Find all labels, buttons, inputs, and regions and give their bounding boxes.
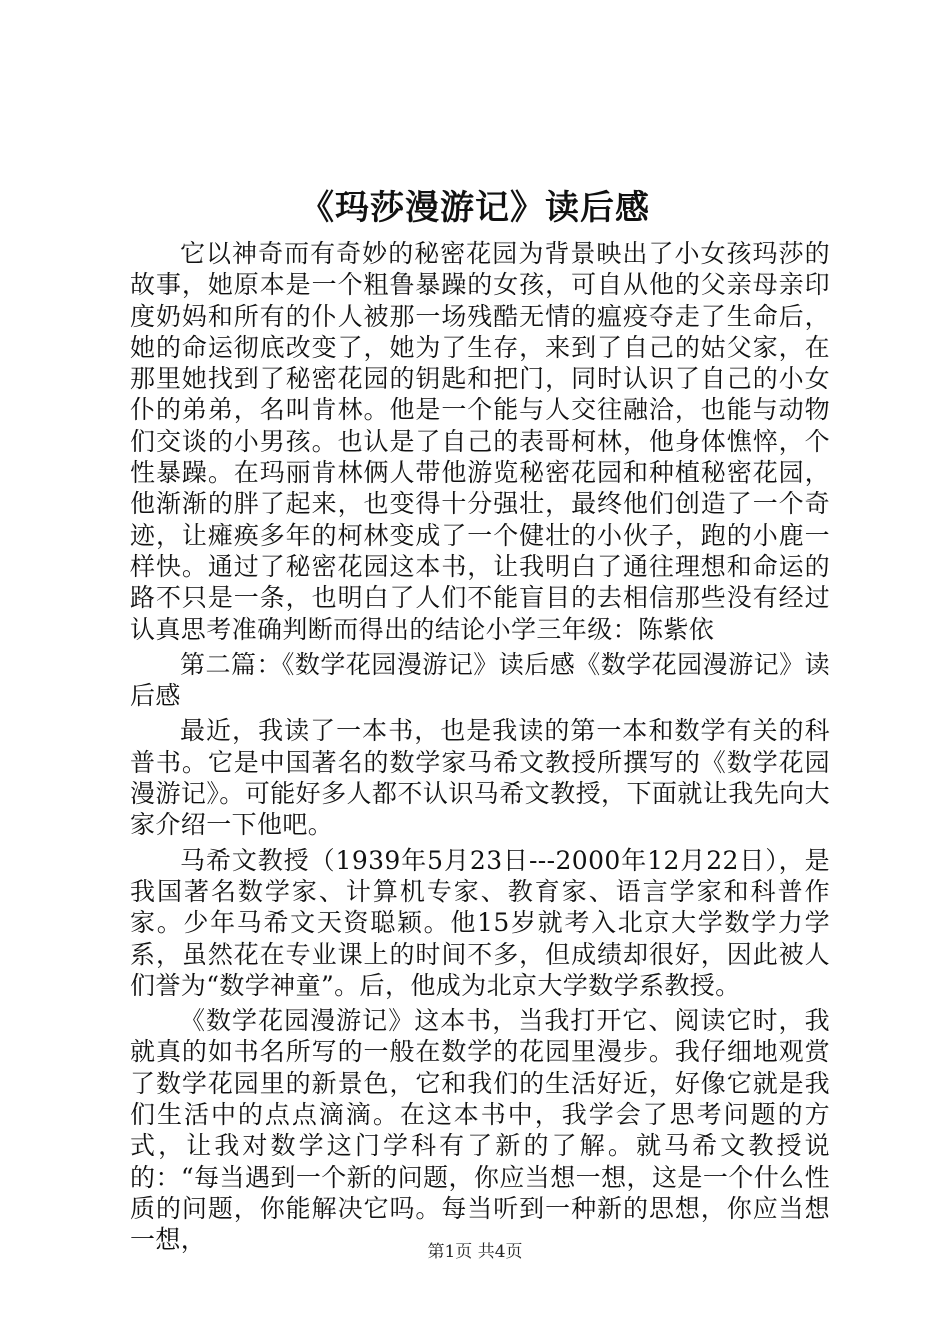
paragraph: 最近，我读了一本书，也是我读的第一本和数学有关的科普书。它是中国著名的数学家马希文教授所撰写的《数学花园漫游记》。可能好多人都不认识马希文教授，下面就让我先向大家介绍一下他吧。 <box>130 716 830 840</box>
page-footer: 第1页 共4页 <box>427 1242 523 1262</box>
paragraph: 第二篇：《数学花园漫游记》读后感《数学花园漫游记》读后感 <box>130 649 830 711</box>
document-body <box>130 238 830 1256</box>
paragraph: 它以神奇而有奇妙的秘密花园为背景映出了小女孩玛莎的故事，她原本是一个粗鲁暴躁的女孩，可自从他的父亲母亲印度奶妈和所有的仆人被那一场残酷无情的瘟疫夺走了生命后，她的命运彻底改变了，她为了生存，来到了自己的姑父家，在那里她找到了秘密花园的钥匙和把门，同时认识了自己的小女仆的弟弟，名叫肯林。他是一个能与人交往融洽，也能与动物们交谈的小男孩。也认是了自己的表哥柯林，他身体憔悴，个性暴躁。在玛丽肯林俩人带他游览秘密花园和种植秘密花园，他渐渐的胖了起来，也变得十分强壮，最终他们创造了一个奇迹，让瘫痪多年的柯林变成了一个健壮的小伙子，跑的小鹿一样快。通过了秘密花园这本书，让我明白了通往理想和命运的路不只是一条，也明白了人们不能盲目的去相信那些没有经过认真思考准确判断而得出的结论小学三年级：陈紫依 <box>130 239 830 644</box>
paragraph: 《数学花园漫游记》这本书，当我打开它、阅读它时，我就真的如书名所写的一般在数学的花园里漫步。我仔细地观赏了数学花园里的新景色，它和我们的生活好近，好像它就是我们生活中的点点滴滴。在这本书中，我学会了思考问题的方式，让我对数学这门学科有了新的了解。就马希文教授说的：“每当遇到一个新的问题，你应当想一想，这是一个什么性质的问题，你能解决它吗。每当听到一种新的思想，你应当想一想， <box>130 1006 830 1255</box>
document-title: 《玛莎漫游记》读后感 <box>300 188 650 228</box>
paragraph: 马希文教授（1939年5月23日---2000年12月22日），是我国著名数学家、计算机专家、教育家、语言学家和科普作家。少年马希文天资聪颖。他15岁就考入北京大学数学力学系，虽然花在专业课上的时间不多，但成绩却很好，因此被人们誉为“数学神童”。后，他成为北京大学数学系教授。 <box>130 845 830 1000</box>
